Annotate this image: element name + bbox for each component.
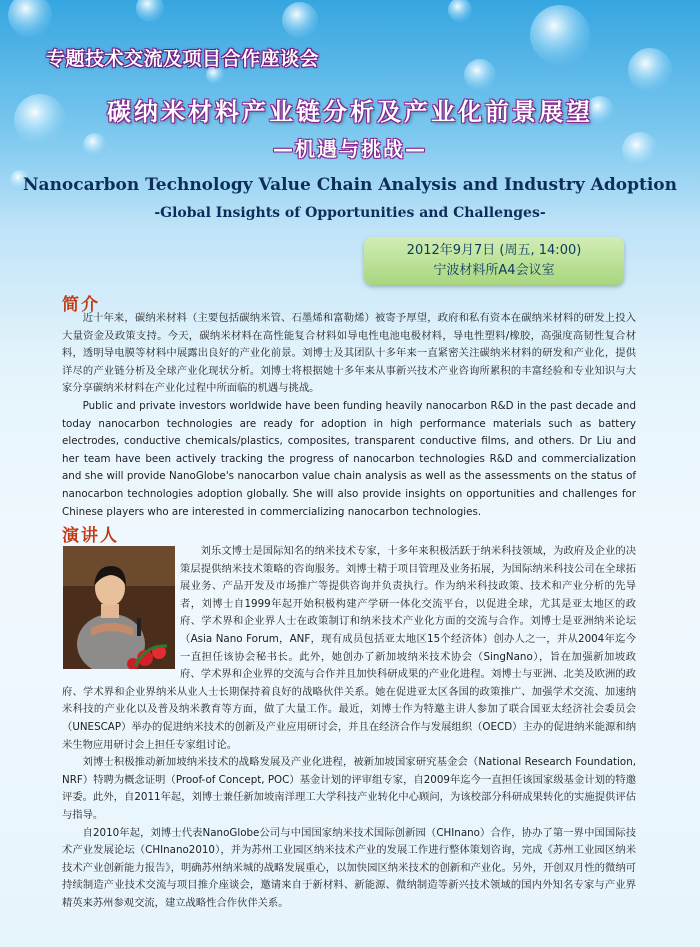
speaker-portrait-illustration xyxy=(63,546,175,669)
event-date: 2012年9月7日 (周五, 14:00) xyxy=(406,243,582,258)
banner: 专题技术交流及项目合作座谈会 xyxy=(46,48,320,70)
event-location: 宁波材料所A4会议室 xyxy=(433,263,555,278)
speaker-photo xyxy=(63,546,175,669)
intro-chinese-paragraph: 近十年来，碳纳米材料（主要包括碳纳米管、石墨烯和富勒烯）被寄予厚望，政府和私有资本在碳纳米材料的研发上投入大量资金及政策支持。今天，碳纳米材料在高性能复合材料如导电性电池电极材料，导电性塑料/橡胶，高强度高韧性复合材料，透明导电膜等材料中展露出良好的产业化前景。刘博士及其团队十多年来一直紧密关注碳纳米材料的研发和产业化，提供详尽的产业链分析及全球产业化现状分析。刘博士将根据她十多年来从事新兴技术产业咨询所累积的丰富经验和专业知识与大家分享碳纳米材料在产业化过程中所面临的机遇与挑战。 xyxy=(62,312,636,395)
chinese-subtitle: —机遇与挑战— xyxy=(273,137,427,161)
intro-english-paragraph: Public and private investors worldwide have been funding heavily nanocarbon R&D in the past decade and today nanocarbon technologies are ready for adoption in high performance materials such as battery electrodes, conductive chemicals/plastics, composites, transparent conductive films, and others. Dr Liu and her team have been actively tracking the progress of nanocarbon technologies R&D and commercialization and she will provide NanoGlobe's nanocarbon value chain analysis as well as the assessments on the status of nanocarbon technologies adoption globally. She will also provide insights on opportunities and challenges for Chinese players who are interested in commercializing nanocarbon technologies. xyxy=(62,399,636,518)
speaker-paragraph-2: 刘博士积极推动新加坡纳米技术的战略发展及产业化进程，被新加坡国家研究基金会（National Research Foundation, NRF）特聘为概念证明（Proof-of Concept, POC）基金计划的评审组专家，自2009年迄今一直担任该国家级基金计划的特邀评委。此外，自2011年起，刘博士兼任新加坡南洋理工大学科技产业转化中心顾问，为该校部分科研成果转化的实施提供评估与指导。 xyxy=(62,756,636,821)
speaker-paragraph-1: 刘乐文博士是国际知名的纳米技术专家，十多年来积极活跃于纳米科技领域，为政府及企业的决策层提供纳米技术策略的咨询服务。刘博士精于项目管理及业务拓展，为国际纳米科技公司在全球拓展业务、产品开发及市场推广等提供咨询并负责执行。作为纳米科技政策、技术和产业分析的先导者，刘博士自1999年起开始积极构建产学研一体化交流平台，以促进全球，尤其是亚太地区的政府、学术界和企业界人士在政策制订和纳米技术产业化方面的交流与合作。刘博士是亚洲纳米论坛（Asia Nano Forum，ANF，现有成员包括亚太地区15个经济体）创办人之一，并从2004年迄今一直担任该协会秘书长。此外，她创办了新加坡纳米技术协会（SingNano），旨在加强新加坡政府、学术界和企业界的交流与合作并且加快科研成果的产业化进程。刘博士与亚洲、北美及欧洲的政府、学术界和企业界纳米从业人士长期保持着良好的战略伙伴关系。她在促进亚太区各国的政策推广、加强学术交流、加速纳米科技的产业化以及普及纳米教育等方面，做了大量工作。最近，刘博士作为特邀主讲人参加了联合国亚太经济社会委员会（UNESCAP）举办的促进纳米技术的创新及产业应用研讨会，并且在经济合作与发展组织（OECD）主办的促进纳米能源和纳米生物应用研讨会上担任专家组讨论。 xyxy=(62,545,636,751)
english-title: Nanocarbon Technology Value Chain Analysis and Industry Adoption xyxy=(23,175,677,195)
event-info-box xyxy=(364,237,624,285)
speaker-paragraph-3: 自2010年起，刘博士代表NanoGlobe公司与中国国家纳米技术国际创新园（CHInano）合作，协办了第一界中国国际技术产业发展论坛（CHInano2010），并为苏州工业园区纳米技术产业的发展工作进行整体策划咨询，完成《苏州工业园区纳米技术产业创新能力报告》，明确苏州纳米城的战略发展重心，以加快园区纳米技术的创新和产业化。另外，开创双月性的微纳可持续制造产业技术交流与项目推介座谈会，邀请来自于新材料、新能源、微纳制造等新兴技术领域的国内外知名专家与产业界精英来苏州参观交流，建立战略性合作伙伴关系。 xyxy=(62,826,636,909)
english-subtitle: -Global Insights of Opportunities and Challenges- xyxy=(154,205,546,221)
intro-section xyxy=(62,310,636,521)
intro-heading: 简介 xyxy=(62,295,100,315)
speaker-heading: 演讲人 xyxy=(62,526,119,546)
chinese-title: 碳纳米材料产业链分析及产业化前景展望 xyxy=(107,98,593,126)
